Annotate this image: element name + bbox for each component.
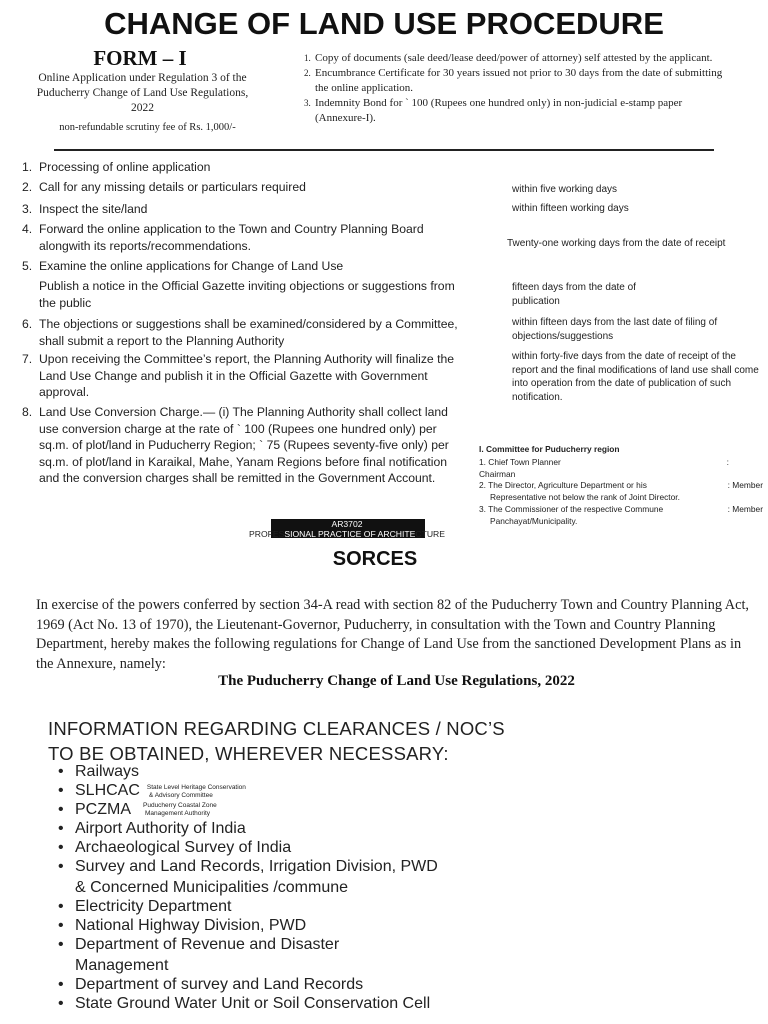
form-title: FORM – I xyxy=(93,46,187,70)
member-name: 2. The Director, Agriculture Department or his xyxy=(479,480,647,491)
course-name xyxy=(231,529,463,539)
list-item xyxy=(56,897,576,916)
clearance-text: Department of Revenue and Disaster xyxy=(75,936,340,953)
list-item xyxy=(56,762,576,781)
step-number: 1. xyxy=(22,160,33,174)
timelines xyxy=(0,0,768,420)
committee-member xyxy=(479,457,768,469)
clearance-text: Department of survey and Land Records xyxy=(75,976,364,993)
step-text: Examine the online applications for Change of Land Use xyxy=(39,259,344,273)
committee-heading: I. Committee for Puducherry region xyxy=(479,444,620,454)
timeline-text: within forty-five days from the date of receipt of the report and the final modifications of land use shall come into operation from the date of publication of such notification. xyxy=(512,351,759,403)
course-name-prefix: PROFES xyxy=(249,529,285,539)
step-number: 3. xyxy=(22,202,33,216)
timeline-text: Twenty-one working days from the date of receipt xyxy=(507,238,726,249)
course-name-highlight: SIONAL PRACTICE OF ARCHITE xyxy=(284,529,416,539)
scrutiny-fee: non-refundable scrutiny fee of Rs. 1,000/- xyxy=(59,122,236,133)
clearance-text: & Concerned Municipalities /commune xyxy=(75,879,349,896)
note-line: State Level Heritage Conservation xyxy=(146,784,246,791)
course-label xyxy=(231,519,463,539)
step-number: 2. xyxy=(22,180,33,194)
page-title: CHANGE OF LAND USE PROCEDURE xyxy=(104,6,664,41)
clearances-heading-line: INFORMATION REGARDING CLEARANCES / NOC’S xyxy=(48,718,505,739)
step-number: 4. xyxy=(22,222,33,236)
list-item xyxy=(56,975,576,994)
committee-member xyxy=(479,480,768,492)
step-text: Forward the online application to the Town and Country Planning Board alongwith its reports/recommendations. xyxy=(39,222,424,253)
source-paragraph: In exercise of the powers conferred by section 34-A read with section 82 of the Puducherry Town and Country Planning Act, 1969 (Act No. 13 of 1970), the Lieutenant-Governor, Puducherry, in consultation with the Town and Country Planning Department, hereby makes the following regulations for Change of Land Use from the sanctioned Development Plans as in the Annexure, namely: xyxy=(36,597,750,672)
committee-box xyxy=(479,444,768,528)
member-name: 1. Chief Town Planner xyxy=(479,456,561,467)
step-number: 6. xyxy=(22,317,33,331)
note-line: Puducherry Coastal Zone xyxy=(143,802,217,809)
timeline-text: fifteen days from the date of publication xyxy=(512,282,636,307)
clearance-text: Survey and Land Records, Irrigation Division, PWD xyxy=(75,858,438,875)
step-text: The objections or suggestions shall be examined/considered by a Committee, shall submit a report to the Planning Authority xyxy=(39,317,458,348)
member-role: : xyxy=(726,456,729,467)
document-number: 2. xyxy=(304,68,311,78)
member-note: Panchayat/Municipality. xyxy=(490,515,578,526)
clearance-text: Archaeological Survey of India xyxy=(75,839,292,856)
course-name-suffix: CTURE xyxy=(415,529,445,539)
step-text: Processing of online application xyxy=(39,160,211,174)
member-role: : Member xyxy=(727,480,763,491)
note-line: & Advisory Committee xyxy=(148,792,213,799)
list-item xyxy=(56,935,576,954)
member-note: Chairman xyxy=(479,468,516,479)
list-item xyxy=(56,800,576,819)
clearances-heading xyxy=(48,716,588,766)
document-text: Encumbrance Certificate for 30 years issued not prior to 30 days from the date of submitting the online application. xyxy=(315,67,723,94)
step-text: Call for any missing details or particulars required xyxy=(39,180,306,194)
clearance-text: State Ground Water Unit or Soil Conservation Cell xyxy=(75,995,431,1012)
document-number: 1. xyxy=(304,53,311,63)
form-subtitle: Online Application under Regulation 3 of the Puducherry Change of Land Use Regulations, 2022 xyxy=(36,72,249,114)
list-item xyxy=(56,838,576,857)
list-item-continuation xyxy=(56,954,576,975)
timeline-text: within five working days xyxy=(512,184,618,195)
step-text: Land Use Conversion Charge.— (i) The Planning Authority shall collect land use conversion charge at the rate of ` 100 (Rupees one hundred only) per sq.m. of plot/land in Puducherry Region; ` 75 (Rupees seventy-five only) per sq.m. of plot/land in Karaikal, Mahe, Yanam Regions before final notification and the conversion charges shall be remitted in the Government Account. xyxy=(39,405,449,485)
document-number: 3. xyxy=(304,98,311,108)
list-item-continuation xyxy=(56,876,576,897)
timeline-text: within fifteen days from the last date of filing of objections/suggestions xyxy=(512,317,718,342)
step-number: 8. xyxy=(22,405,33,419)
step-text: Upon receiving the Committee’s report, the Planning Authority will finalize the Land Use Change and publish it in the Official Gazette with Government approval. xyxy=(39,352,455,399)
course-code: AR3702 xyxy=(331,519,363,529)
clearances-heading-line: TO BE OBTAINED, WHEREVER NECESSARY: xyxy=(48,743,449,764)
clearance-text: Electricity Department xyxy=(75,898,232,915)
clearances-list xyxy=(56,762,576,1013)
list-item xyxy=(56,857,576,876)
member-note: Representative not below the rank of Joint Director. xyxy=(490,492,680,503)
clearance-text: Airport Authority of India xyxy=(75,820,246,837)
committee-member xyxy=(479,504,768,516)
clearance-text: PCZMA xyxy=(75,801,131,818)
step-number: 7. xyxy=(22,352,33,366)
abbreviation-note xyxy=(147,784,246,800)
regulations-title: The Puducherry Change of Land Use Regulations, 2022 xyxy=(218,673,575,689)
clearance-text: SLHCAC xyxy=(75,782,140,799)
step-text: Inspect the site/land xyxy=(39,202,148,216)
clearance-text: National Highway Division, PWD xyxy=(75,917,307,934)
document-text: Copy of documents (sale deed/lease deed/power of attorney) self attested by the applicant. xyxy=(315,52,713,64)
clearance-text: Management xyxy=(75,957,169,974)
step-text: Publish a notice in the Official Gazette inviting objections or suggestions from the public xyxy=(39,279,455,310)
abbreviation-note xyxy=(143,802,217,818)
sources-heading: SORCES xyxy=(332,548,418,570)
member-name: 3. The Commissioner of the respective Commune xyxy=(479,503,664,514)
clearance-text: Railways xyxy=(75,763,140,780)
list-item xyxy=(56,819,576,838)
member-role: : Member xyxy=(727,503,763,514)
list-item xyxy=(56,994,576,1013)
list-item xyxy=(56,781,576,800)
timeline-text: within fifteen working days xyxy=(512,203,629,214)
list-item xyxy=(56,916,576,935)
note-line: Management Authority xyxy=(145,810,211,817)
step-number: 5. xyxy=(22,259,33,273)
document-text: Indemnity Bond for ` 100 (Rupees one hundred only) in non-judicial e-stamp paper (Annexure-I). xyxy=(315,97,683,124)
